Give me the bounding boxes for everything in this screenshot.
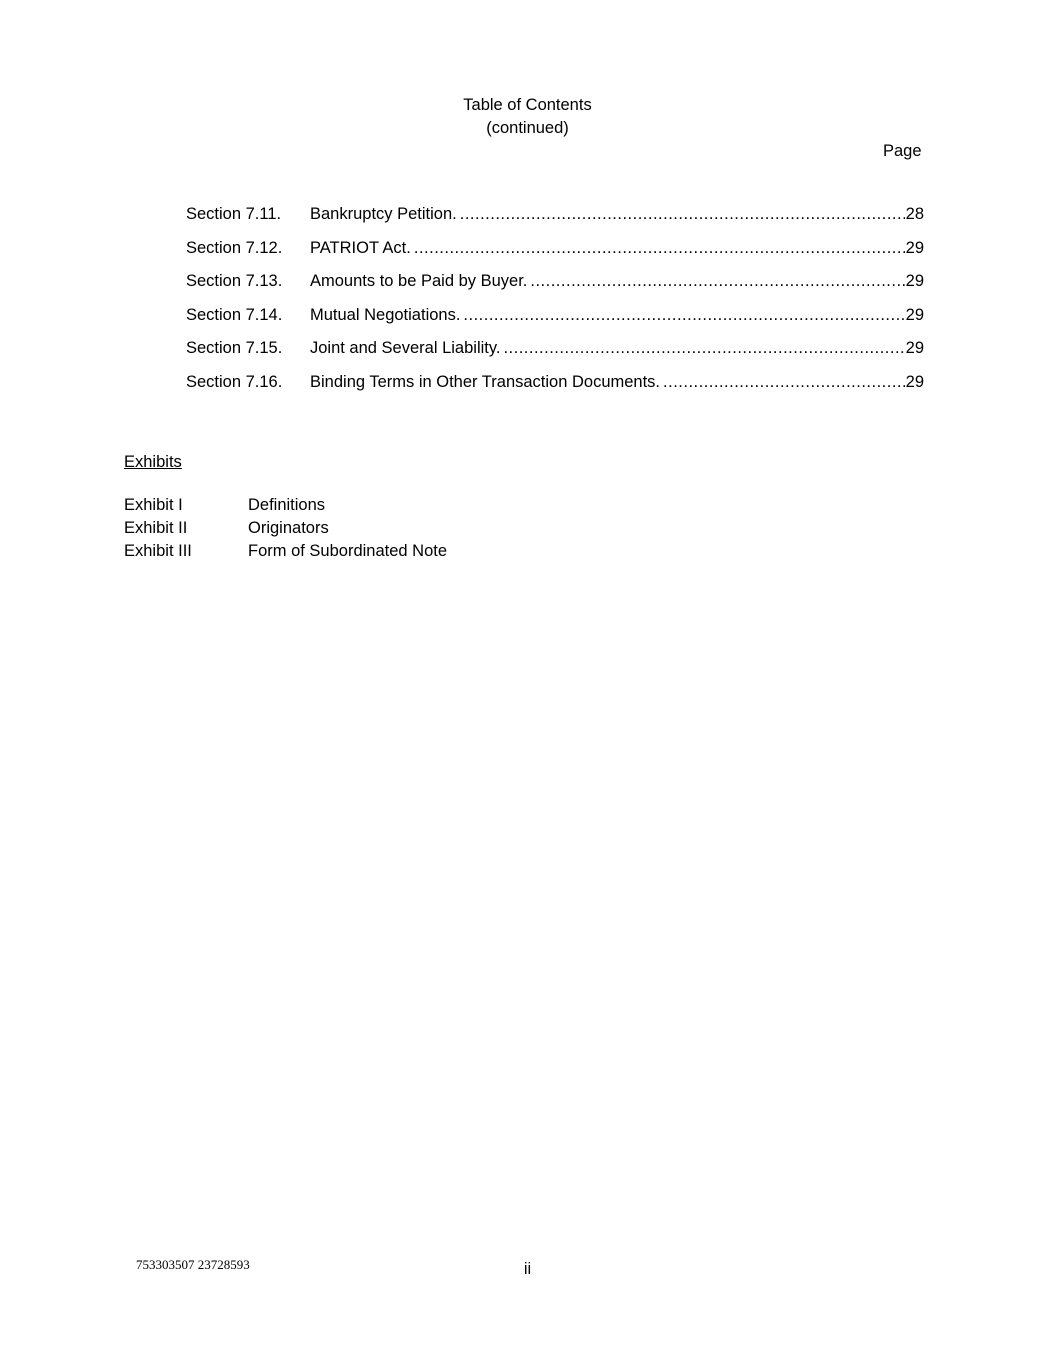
- toc-entry-title: Binding Terms in Other Transaction Documents.: [310, 372, 661, 391]
- toc-entry-page: 29: [905, 272, 924, 290]
- dot-leader: [663, 371, 905, 394]
- dot-leader: [463, 304, 904, 327]
- toc-entry[interactable]: [186, 371, 924, 405]
- exhibit-label: Exhibit I: [124, 496, 183, 514]
- toc-entry[interactable]: [186, 203, 924, 237]
- dot-leader: [530, 270, 904, 293]
- exhibit-entry: [124, 517, 447, 540]
- page-column-label: Page: [883, 142, 922, 160]
- toc-entry-page: 29: [905, 238, 924, 257]
- toc-subtitle: (continued): [486, 119, 569, 137]
- dot-leader: [460, 203, 905, 226]
- exhibit-label: Exhibit II: [124, 519, 188, 537]
- toc-entry-number: Section 7.16.: [186, 372, 283, 391]
- exhibits-list: [124, 494, 447, 563]
- toc-entry-page: 29: [905, 372, 924, 391]
- exhibit-entry: [124, 540, 447, 563]
- exhibits-heading: Exhibits: [124, 453, 182, 471]
- toc-entry-title: Joint and Several Liability.: [310, 339, 501, 357]
- toc-entry-page: 29: [905, 305, 924, 324]
- toc-entry-number: Section 7.13.: [186, 272, 283, 290]
- toc-list: [186, 203, 924, 404]
- toc-entry-number: Section 7.12.: [186, 238, 283, 257]
- toc-entry[interactable]: [186, 270, 924, 304]
- toc-title: Table of Contents: [463, 96, 592, 114]
- toc-entry[interactable]: [186, 237, 924, 271]
- toc-entry-title: Bankruptcy Petition.: [310, 205, 457, 223]
- toc-entry-number: Section 7.15.: [186, 339, 283, 357]
- toc-entry-title: PATRIOT Act.: [310, 238, 411, 257]
- dot-leader: [414, 237, 905, 260]
- toc-entry-page: 28: [905, 205, 924, 223]
- toc-entry-number: Section 7.11.: [186, 205, 282, 223]
- exhibit-label: Exhibit III: [124, 542, 192, 560]
- exhibit-title: Originators: [248, 519, 329, 537]
- toc-entry-title: Amounts to be Paid by Buyer.: [310, 272, 528, 290]
- toc-entry[interactable]: [186, 304, 924, 338]
- exhibit-entry: [124, 494, 447, 517]
- document-id: 753303507 23728593: [136, 1257, 250, 1272]
- toc-entry-title: Mutual Negotiations.: [310, 305, 461, 324]
- toc-entry-page: 29: [905, 339, 924, 357]
- toc-entry[interactable]: [186, 337, 924, 371]
- page-number: ii: [523, 1260, 532, 1278]
- toc-entry-number: Section 7.14.: [186, 305, 283, 324]
- exhibit-title: Form of Subordinated Note: [248, 542, 448, 560]
- exhibit-title: Definitions: [248, 496, 326, 514]
- dot-leader: [503, 337, 904, 360]
